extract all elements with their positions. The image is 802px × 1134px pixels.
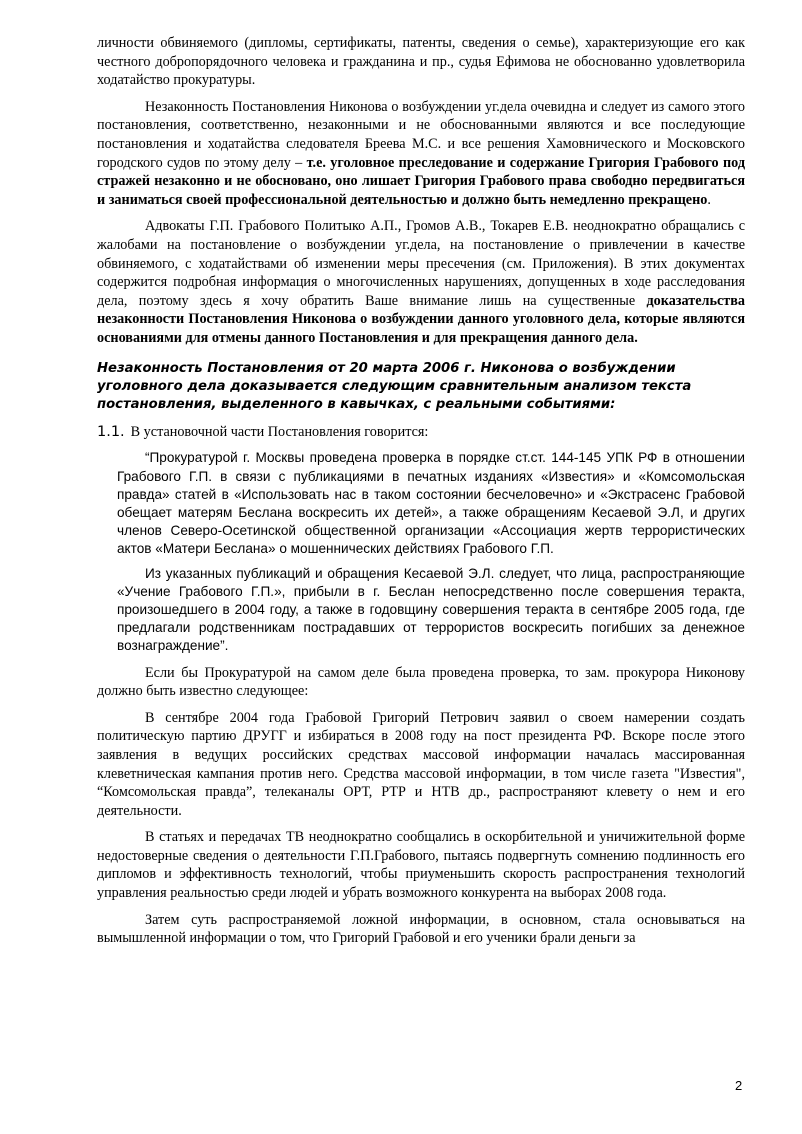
paragraph-illegality-end: .	[707, 191, 711, 208]
paragraph-illegality	[97, 98, 745, 210]
section-heading: Незаконность Постановления от 20 марта 2006 г. Никонова о возбуждении уголовного дела доказывается следующим сравнительным анализом текста постановления, выделенного в кавычках, с реальными событиями:	[97, 360, 692, 413]
paragraph-media: В статьях и передачах ТВ неоднократно сообщались в оскорбительной и уничижительной форме недостоверные сведения о деятельности Г.П.Грабового, пытаясь подвергнуть сомнению подлинность его дипломов и эффективность технологий, чтобы приуменьшить скорость распространения технологий управления реальностью среди людей и убрать возможного конкурента на выборах 2008 года.	[97, 829, 745, 902]
paragraph-lawyers-bold: доказательства незаконности Постановления Никонова о возбуждении данного уголовного дела, которые являются основаниями для отмены данного Постановления и для прекращения данного дела.	[97, 292, 745, 346]
paragraph-september-2004: В сентябре 2004 года Грабовой Григорий Петрович заявил о своем намерении создать политическую партию ДРУГГ и избираться в 2008 году на пост президента РФ. Вскоре после этого заявления в ведущих российских средствах массовой информации началась массированная клеветническая кампания против него. Средства массовой информации, в том числе газета "Известия", “Комсомольская правда”, телеканалы ОРТ, РТР и НТВ др., распространяют клевету о нем и его деятельности.	[97, 709, 745, 819]
paragraph-verification: Если бы Прокуратурой на самом деле была проведена проверка, то зам. прокурора Никонову должно быть известно следующее:	[97, 664, 745, 700]
paragraph-illegality-bold: т.е. уголовное преследование и содержание Григория Грабового под стражей незаконно и не обосновано, оно лишает Григория Грабового права свободно передвигаться и заниматься своей профессиональной деятельностью и должно быть немедленно прекращено	[97, 154, 746, 208]
paragraph-lawyers-text: Адвокаты Г.П. Грабового Политыко А.П., Громов А.В., Токарев Е.В. неоднократно обращались с жалобами на постановление о возбуждении уг.дела, на постановление о привлечении в качестве обвиняемого, с ходатайствами об изменении меры пресечения (см. Приложения). В этих документах содержится подробная информация о многочисленных нарушениях, допущенных в ходе расследования дела, поэтому здесь я хочу обратить Ваше внимание лишь на существенные	[97, 218, 745, 309]
section-number: 1.1.	[97, 423, 125, 440]
quote-paragraph-1: “Прокуратурой г. Москвы проведена проверка в порядке ст.ст. 144-145 УПК РФ в отношении Грабового Г.П. в связи с публикациями в печатных изданиях «Известия» и «Комсомольская правда» статей в «Использовать нас в таком состоянии бесчеловечно» и «Экстрасенс Грабовой обещает матерям Беслана воскресить их детей», а также обращениям Кесаевой Э.Л, и других членов Северо-Осетинской общественной организации «Ассоциация жертв террористических актов «Матери Беслана» о мошеннических действиях Грабового Г.П.	[117, 450, 745, 557]
paragraph-lawyers	[97, 217, 745, 347]
section-text: В установочной части Постановления говорится:	[130, 423, 429, 440]
page-number: 2	[735, 1078, 743, 1093]
paragraph-continuation: личности обвиняемого (дипломы, сертификаты, патенты, сведения о семье), характеризующие его как честного добропорядочного человека и гражданина и пр., судья Ефимова не обоснованно удовлетворила ходатайство прокуратуры.	[97, 35, 745, 89]
quote-paragraph-2: Из указанных публикаций и обращения Кесаевой Э.Л. следует, что лица, распространяющие «Учение Грабового Г.П.», прибыли в г. Беслан непосредственно после совершения теракта, произошедшего в 2004 году, а также в годовщину совершения теракта в сентябре 2005 года, где предлагали родственникам пострадавших от террористов воскресить погибших за денежное вознаграждение”.	[117, 565, 745, 654]
paragraph-illegality-text: Незаконность Постановления Никонова о возбуждении уг.дела очевидна и следует из самого этого постановления, соответственно, незаконными и не обоснованными являются и все последующие постановления и ходатайства следователя Бреева М.С. и все решения Хамовнического и Московского городского судов по этому делу –	[97, 98, 745, 171]
section-1-1	[97, 423, 745, 442]
document-page	[97, 34, 745, 948]
paragraph-false-info: Затем суть распространяемой ложной информации, в основном, стала основываться на вымышленной информации о том, что Григорий Грабовой и его ученики брали деньги за	[97, 911, 745, 947]
resolution-quote	[117, 449, 745, 655]
